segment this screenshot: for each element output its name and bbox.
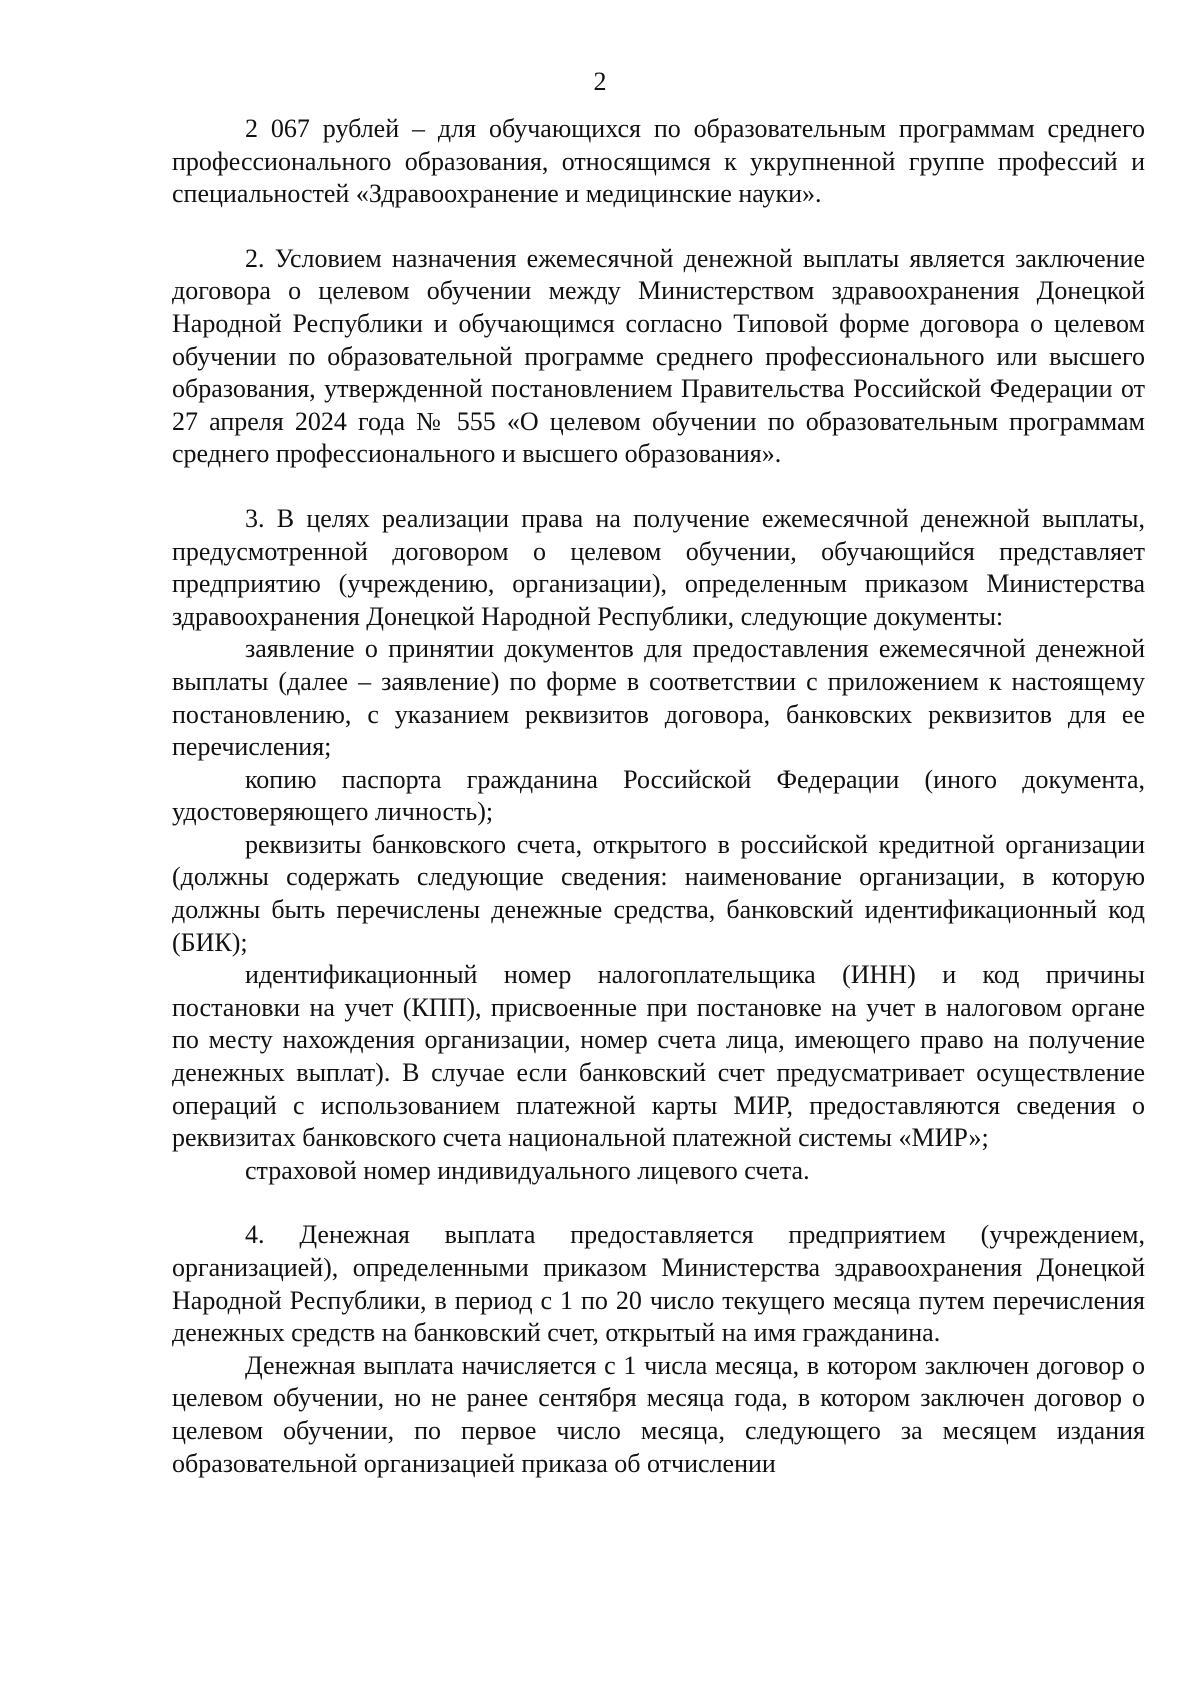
list-item-inn-kpp: идентификационный номер налогоплательщика (ИНН) и код причины постановки на учет (КПП), присвоенные при постановке на учет в налоговом органе по месту нахождения организации, номер счета лица, имеющего право на получение денежных выплат). В случае если банковский счет предусматривает осуществление операций с использованием платежной карты МИР, предоставляются сведения о реквизитах банковского счета национальной платежной системы «МИР»;	[172, 960, 1145, 1153]
paragraph-3-required-documents: 3. В целях реализации права на получение ежемесячной денежной выплаты, предусмотренной договором о целевом обучении, обучающийся представляет предприятию (учреждению, организации), определенным приказом Министерства здравоохранения Донецкой Народной Республики, следующие документы:	[172, 503, 1145, 631]
paragraph-rate-health-sciences: 2 067 рублей – для обучающихся по образовательным программам среднего профессионального образования, относящимся к укрупненной группе профессий и специальностей «Здравоохранение и медицинские науки».	[172, 114, 1145, 209]
list-item-snils: страховой номер индивидуального лицевого счета.	[245, 1155, 810, 1185]
list-item-application: заявление о принятии документов для предоставления ежемесячной денежной выплаты (далее – заявление) по форме в соответствии с приложением к настоящему постановлению, с указанием реквизитов договора, банковских реквизитов для ее перечисления;	[172, 634, 1145, 762]
paragraph-2-payment-condition: 2. Условием назначения ежемесячной денежной выплаты является заключение договора о целевом обучении между Министерством здравоохранения Донецкой Народной Республики и обучающимся согласно Типовой форме договора о целевом обучении по образовательной программе среднего профессионального или высшего образования, утвержденной постановлением Правительства Российской Федерации от 27 апреля 2024 года № 555 «О целевом обучении по образовательным программам среднего профессионального и высшего образования».	[172, 243, 1145, 469]
paragraph-payment-accrual: Денежная выплата начисляется с 1 числа месяца, в котором заключен договор о целевом обучении, но не ранее сентября месяца года, в котором заключен договор о целевом обучении, по первое число месяца, следующего за месяцем издания образовательной организацией приказа об отчислении	[172, 1350, 1145, 1478]
list-item-passport-copy: копию паспорта гражданина Российской Федерации (иного документа, удостоверяющего личность);	[172, 764, 1145, 827]
list-item-bank-details: реквизиты банковского счета, открытого в российской кредитной организации (должны содержать следующие сведения: наименование организации, в которую должны быть перечислены денежные средства, банковский идентификационный код (БИК);	[172, 829, 1145, 957]
page-number: 2	[593, 67, 607, 96]
document-body	[172, 113, 1145, 1480]
paragraph-4-payment-provision: 4. Денежная выплата предоставляется предприятием (учреждением, организацией), определенными приказом Министерства здравоохранения Донецкой Народной Республики, в период с 1 по 20 число текущего месяца путем перечисления денежных средств на банковский счет, открытый на имя гражданина.	[172, 1220, 1145, 1348]
